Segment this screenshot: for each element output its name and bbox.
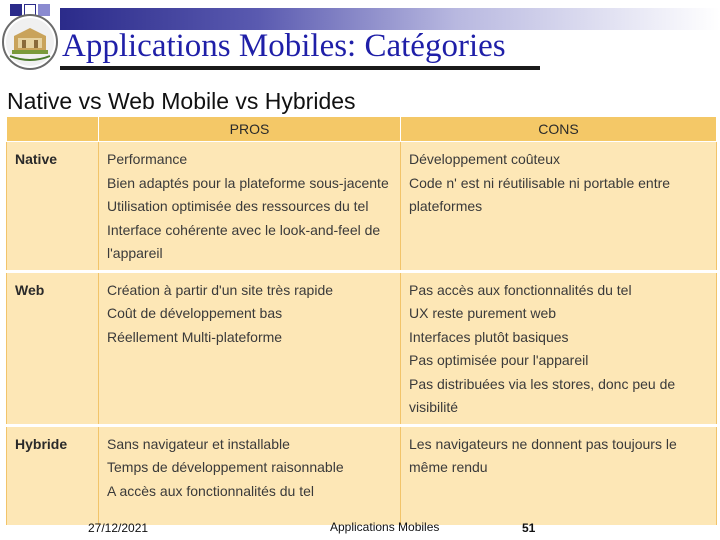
- list-item: Réellement Multi-plateforme: [107, 328, 283, 345]
- list-item: Développement coûteux: [409, 151, 560, 167]
- row-label-web: Web: [7, 271, 99, 425]
- cons-cell: [401, 142, 717, 272]
- decor-square: [38, 4, 50, 16]
- table-row: [7, 271, 717, 425]
- page-number: 51: [522, 521, 536, 535]
- table-header-row: [7, 117, 717, 142]
- list-item: plateformes: [409, 198, 483, 214]
- table-row: [7, 142, 717, 272]
- list-item: Code n' est ni réutilisable ni portable entre: [409, 174, 671, 191]
- list-item: l'appareil: [107, 245, 163, 261]
- cons-cell: [401, 425, 717, 525]
- list-item: visibilité: [409, 399, 459, 415]
- list-item: Création à partir d'un site très rapide: [107, 281, 334, 298]
- list-item: même rendu: [409, 459, 488, 475]
- title-underline: [60, 66, 540, 70]
- list-item: Pas distribuées via les stores, donc peu de: [409, 375, 676, 392]
- footer-title: Applications Mobiles: [330, 520, 440, 534]
- footer-date: 27/12/2021: [88, 521, 149, 535]
- school-logo: [2, 14, 58, 70]
- list-item: UX reste purement web: [409, 305, 557, 321]
- list-item: Temps de développement raisonnable: [107, 459, 344, 475]
- list-item: Pas accès aux fonctionnalités du tel: [409, 281, 632, 298]
- list-item: Utilisation optimisée des ressources du tel: [107, 198, 369, 214]
- row-label-native: Native: [7, 142, 99, 272]
- list-item: Performance: [107, 151, 188, 167]
- row-label-hybride: Hybride: [7, 425, 99, 525]
- table-row: [7, 425, 717, 525]
- list-item: Coût de développement bas: [107, 305, 283, 321]
- list-item: Interfaces plutôt basiques: [409, 328, 569, 345]
- list-item: Bien adaptés pour la plateforme sous-jacente: [107, 174, 389, 191]
- decor-square: [10, 4, 22, 16]
- pros-cell: [99, 425, 401, 525]
- page-title: Applications Mobiles: Catégories: [62, 28, 506, 64]
- header-cell-pros: PROS: [99, 117, 401, 142]
- list-item: Les navigateurs ne donnent pas toujours le: [409, 435, 677, 452]
- list-item: Pas optimisée pour l'appareil: [409, 352, 589, 368]
- cons-cell: [401, 271, 717, 425]
- list-item: A accès aux fonctionnalités du tel: [107, 482, 315, 499]
- pros-cell: [99, 142, 401, 272]
- header-decor-bar: [60, 8, 720, 30]
- header-cell-empty: [7, 117, 99, 142]
- header-cell-cons: CONS: [401, 117, 717, 142]
- comparison-table: [6, 116, 716, 510]
- page-subtitle: Native vs Web Mobile vs Hybrides: [7, 88, 356, 114]
- pros-cell: [99, 271, 401, 425]
- list-item: Interface cohérente avec le look-and-feel de: [107, 221, 381, 238]
- list-item: Sans navigateur et installable: [107, 435, 290, 452]
